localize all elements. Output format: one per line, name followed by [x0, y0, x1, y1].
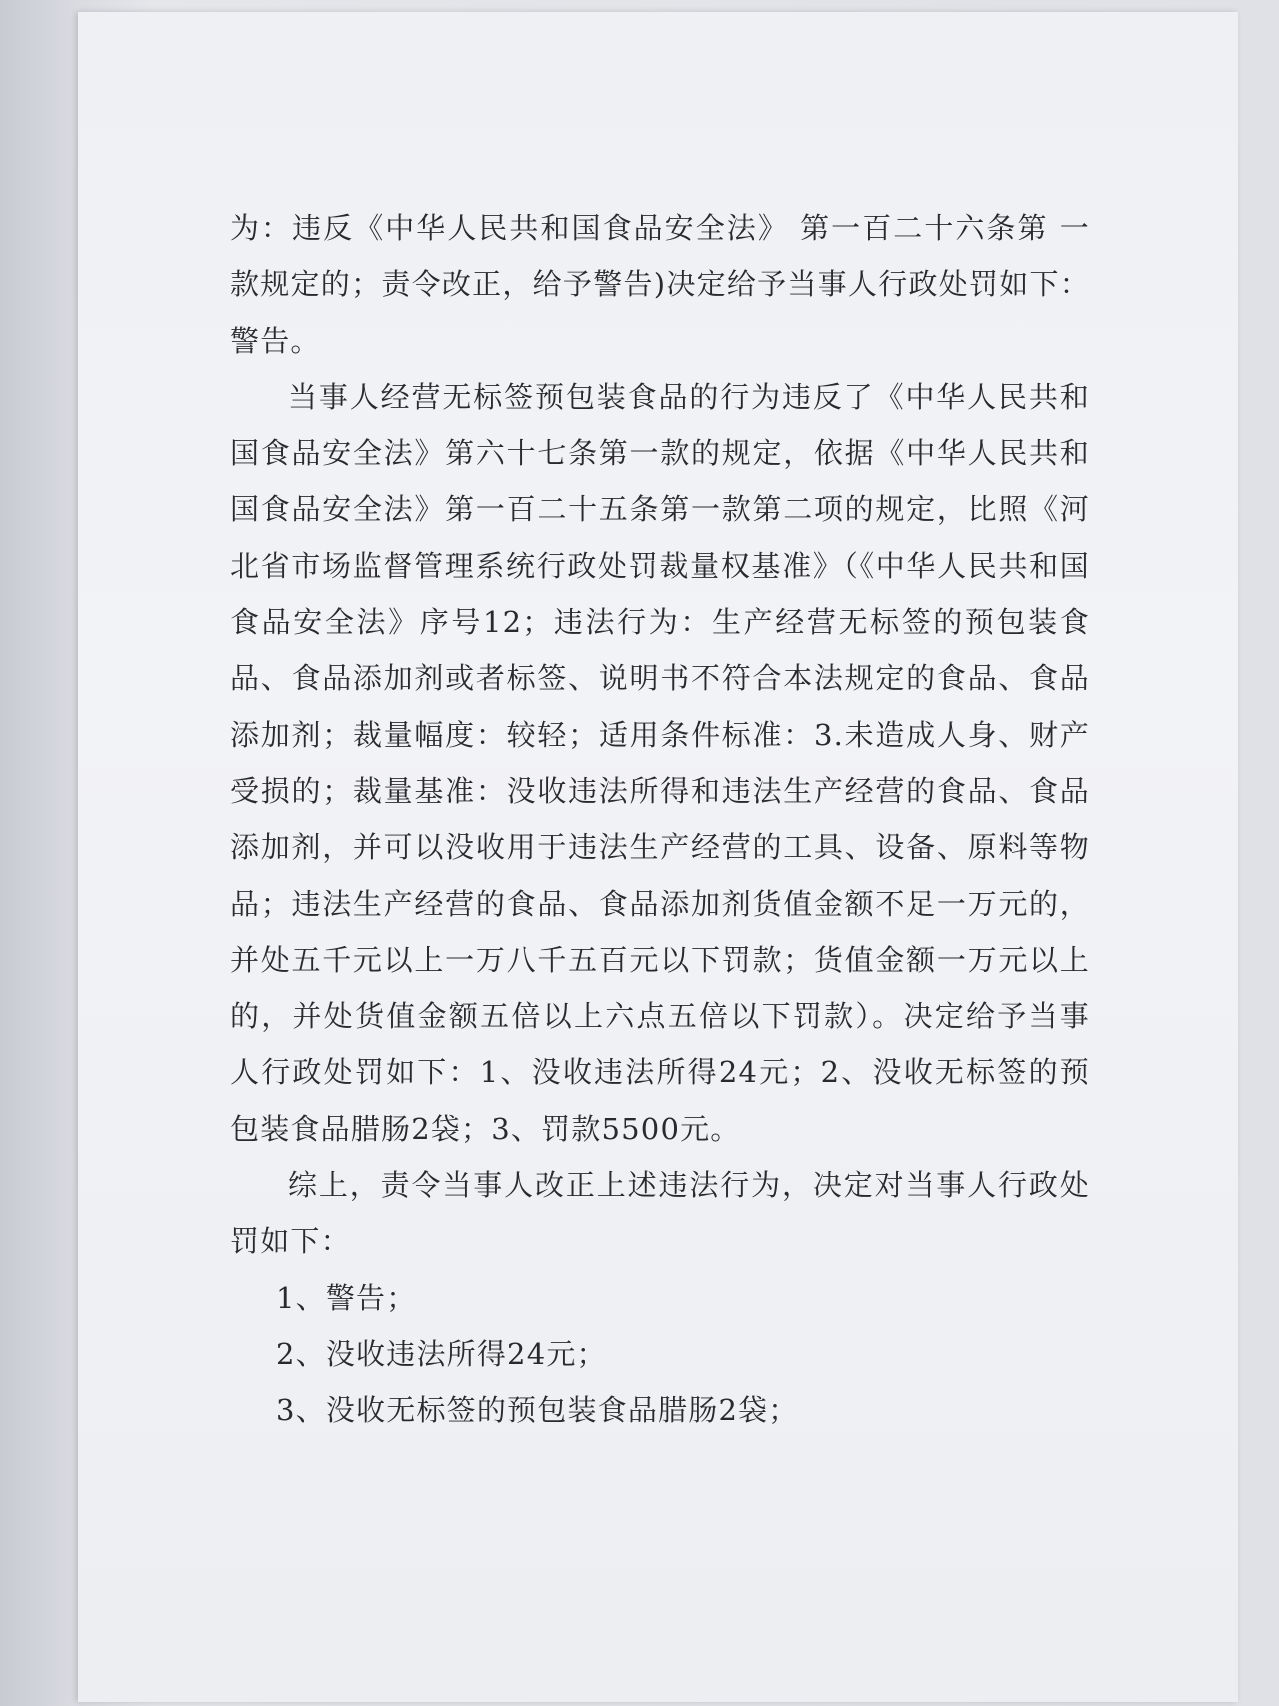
penalty-item-confiscate-goods: 3、没收无标签的预包装食品腊肠2袋； [276, 1393, 799, 1428]
paragraph-violation-details: 当事人经营无标签预包装食品的行为违反了《中华人民共和国食品安全法》第六十七条第一款的规定，依据《中华人民共和国食品安全法》第一百二十五条第一款第二项的规定，比照《河北省市场监督管理系统行政处罚裁量权基准》（《中华人民共和国食品安全法》序号12；违法行为：生产经营无标签的预包装食品、食品添加剂或者标签、说明书不符合本法规定的食品、食品添加剂；裁量幅度：较轻；适用条件标准：3.未造成人身、财产受损的；裁量基准：没收违法所得和违法生产经营的食品、食品添加剂，并可以没收用于违法生产经营的工具、设备、原料等物品；违法生产经营的食品、食品添加剂货值金额不足一万元的，并处五千元以上一万八千五百元以下罚款；货值金额一万元以上的，并处货值金额五倍以上六点五倍以下罚款）。决定给予当事人行政处罚如下：1、没收违法所得24元；2、没收无标签的预包装食品腊肠2袋；3、罚款5500元。 [230, 379, 1090, 1146]
penalty-item-confiscate-income: 2、没收违法所得24元； [276, 1336, 607, 1371]
paragraph-summary: 综上，责令当事人改正上述违法行为，决定对当事人行政处罚如下： [230, 1168, 1090, 1259]
paragraph-decision-continuation: 为：违反《中华人民共和国食品安全法》 第一百二十六条第 一款规定的；责令改正，给予警告)决定给予当事人行政处罚如下：警告。 [230, 211, 1090, 358]
document-body [230, 200, 1090, 1439]
penalty-item-warning: 1、警告； [276, 1280, 417, 1315]
